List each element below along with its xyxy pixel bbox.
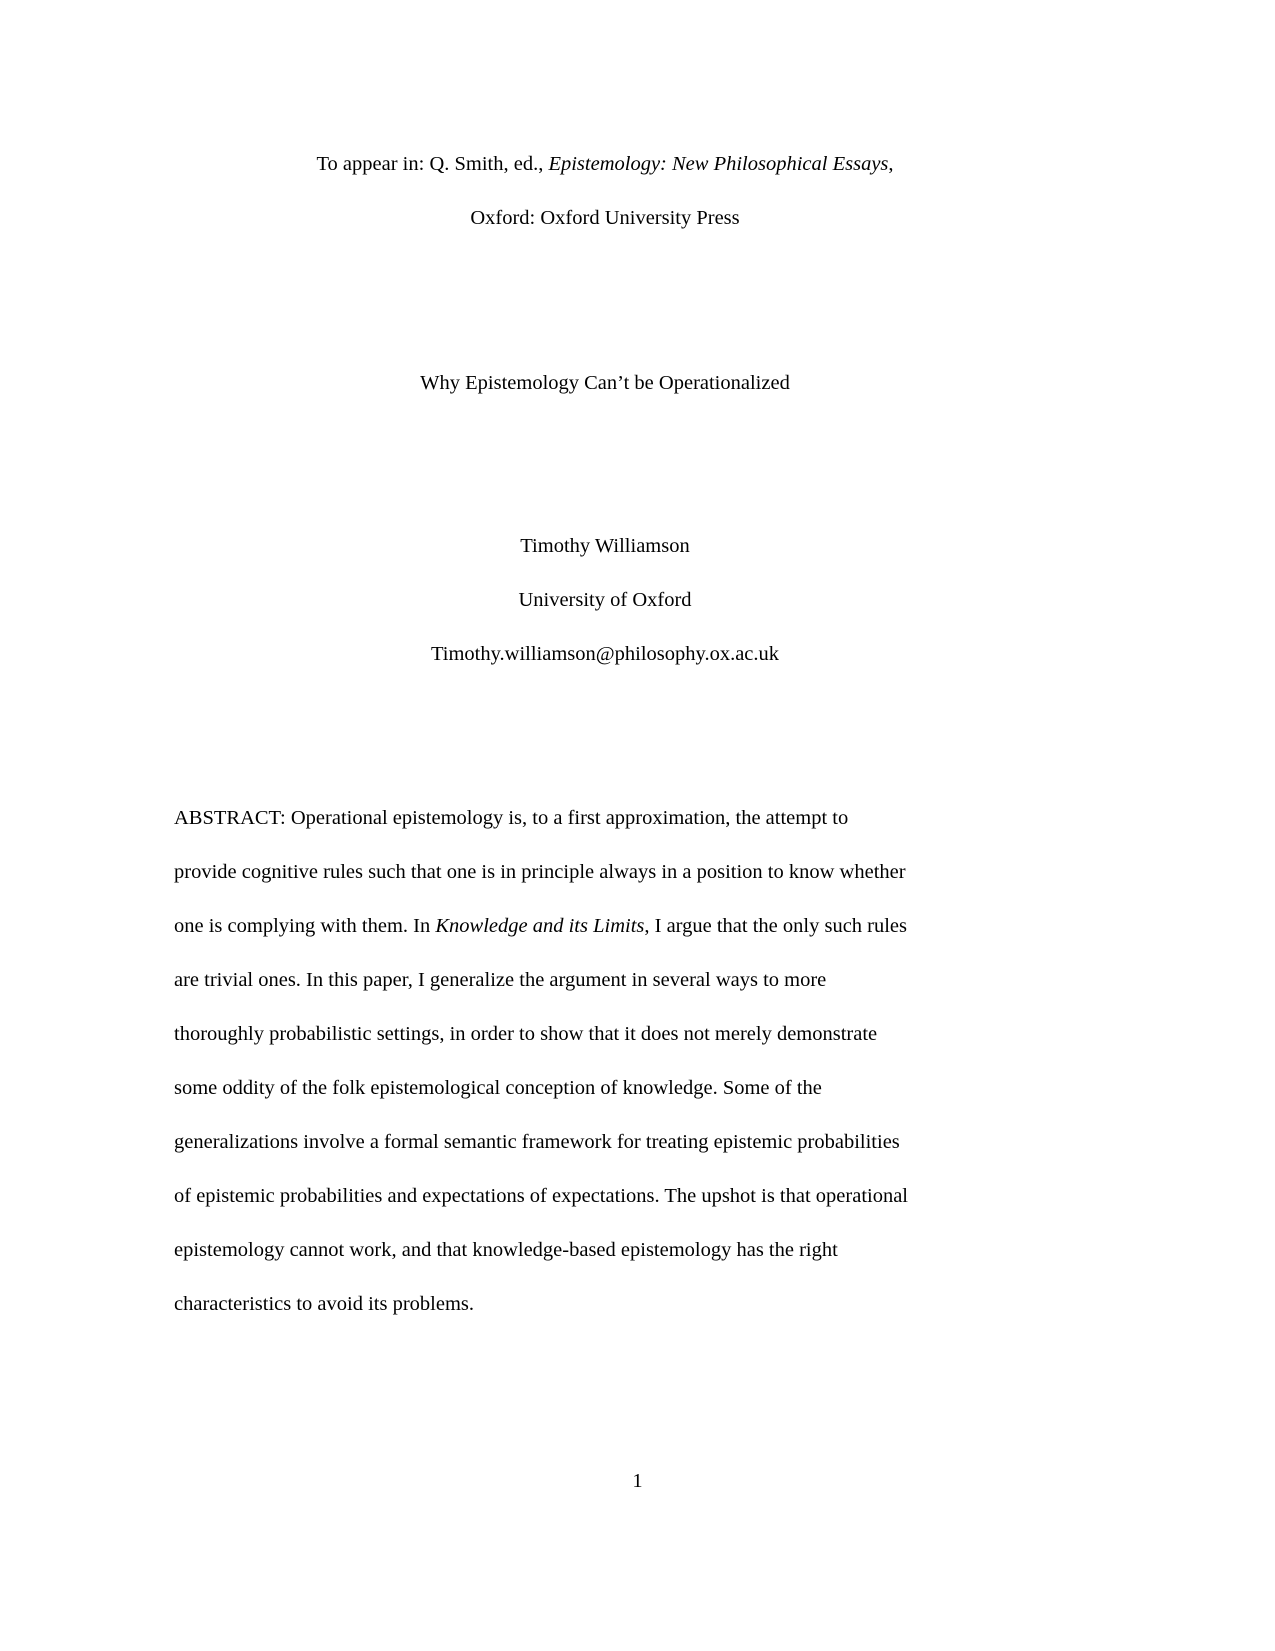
abstract-line: generalizations involve a formal semantic framework for treating epistemic probabilities bbox=[174, 1131, 900, 1153]
abstract-line: provide cognitive rules such that one is in principle always in a position to know whether bbox=[174, 861, 906, 883]
abstract-cited-book-title: Knowledge and its Limits bbox=[435, 915, 645, 937]
author-block bbox=[174, 519, 1036, 681]
publication-line-2: Oxford: Oxford University Press bbox=[470, 207, 740, 229]
abstract-text-run: one is complying with them. In bbox=[174, 915, 436, 937]
publication-prefix: To appear in: Q. Smith, ed., bbox=[316, 153, 549, 175]
abstract-paragraph bbox=[174, 791, 1036, 1331]
abstract-line: of epistemic probabilities and expectations of expectations. The upshot is that operational bbox=[174, 1185, 909, 1207]
abstract-line: some oddity of the folk epistemological conception of knowledge. Some of the bbox=[174, 1077, 822, 1099]
author-affiliation: University of Oxford bbox=[518, 589, 692, 611]
abstract-line: are trivial ones. In this paper, I generalize the argument in several ways to more bbox=[174, 969, 827, 991]
publication-info bbox=[174, 137, 1036, 245]
document-content-column bbox=[174, 0, 1036, 1331]
publication-suffix: , bbox=[888, 153, 894, 175]
abstract-line: ABSTRACT: Operational epistemology is, to a first approximation, the attempt to bbox=[174, 807, 849, 829]
page-title: Why Epistemology Can’t be Operationalized bbox=[420, 372, 790, 394]
abstract-line: characteristics to avoid its problems. bbox=[174, 1293, 475, 1315]
abstract-line: epistemology cannot work, and that knowledge-based epistemology has the right bbox=[174, 1239, 838, 1261]
abstract-line: thoroughly probabilistic settings, in order to show that it does not merely demonstrate bbox=[174, 1023, 878, 1045]
abstract-text-run: , I argue that the only such rules bbox=[644, 915, 908, 937]
publication-line-1 bbox=[174, 137, 1036, 191]
paper-title-block bbox=[174, 356, 1036, 410]
publication-book-title: Epistemology: New Philosophical Essays bbox=[548, 153, 889, 175]
author-name: Timothy Williamson bbox=[520, 535, 690, 557]
abstract-line bbox=[174, 899, 1036, 953]
page-number: 1 bbox=[632, 1470, 643, 1492]
author-email: Timothy.williamson@philosophy.ox.ac.uk bbox=[430, 643, 780, 665]
